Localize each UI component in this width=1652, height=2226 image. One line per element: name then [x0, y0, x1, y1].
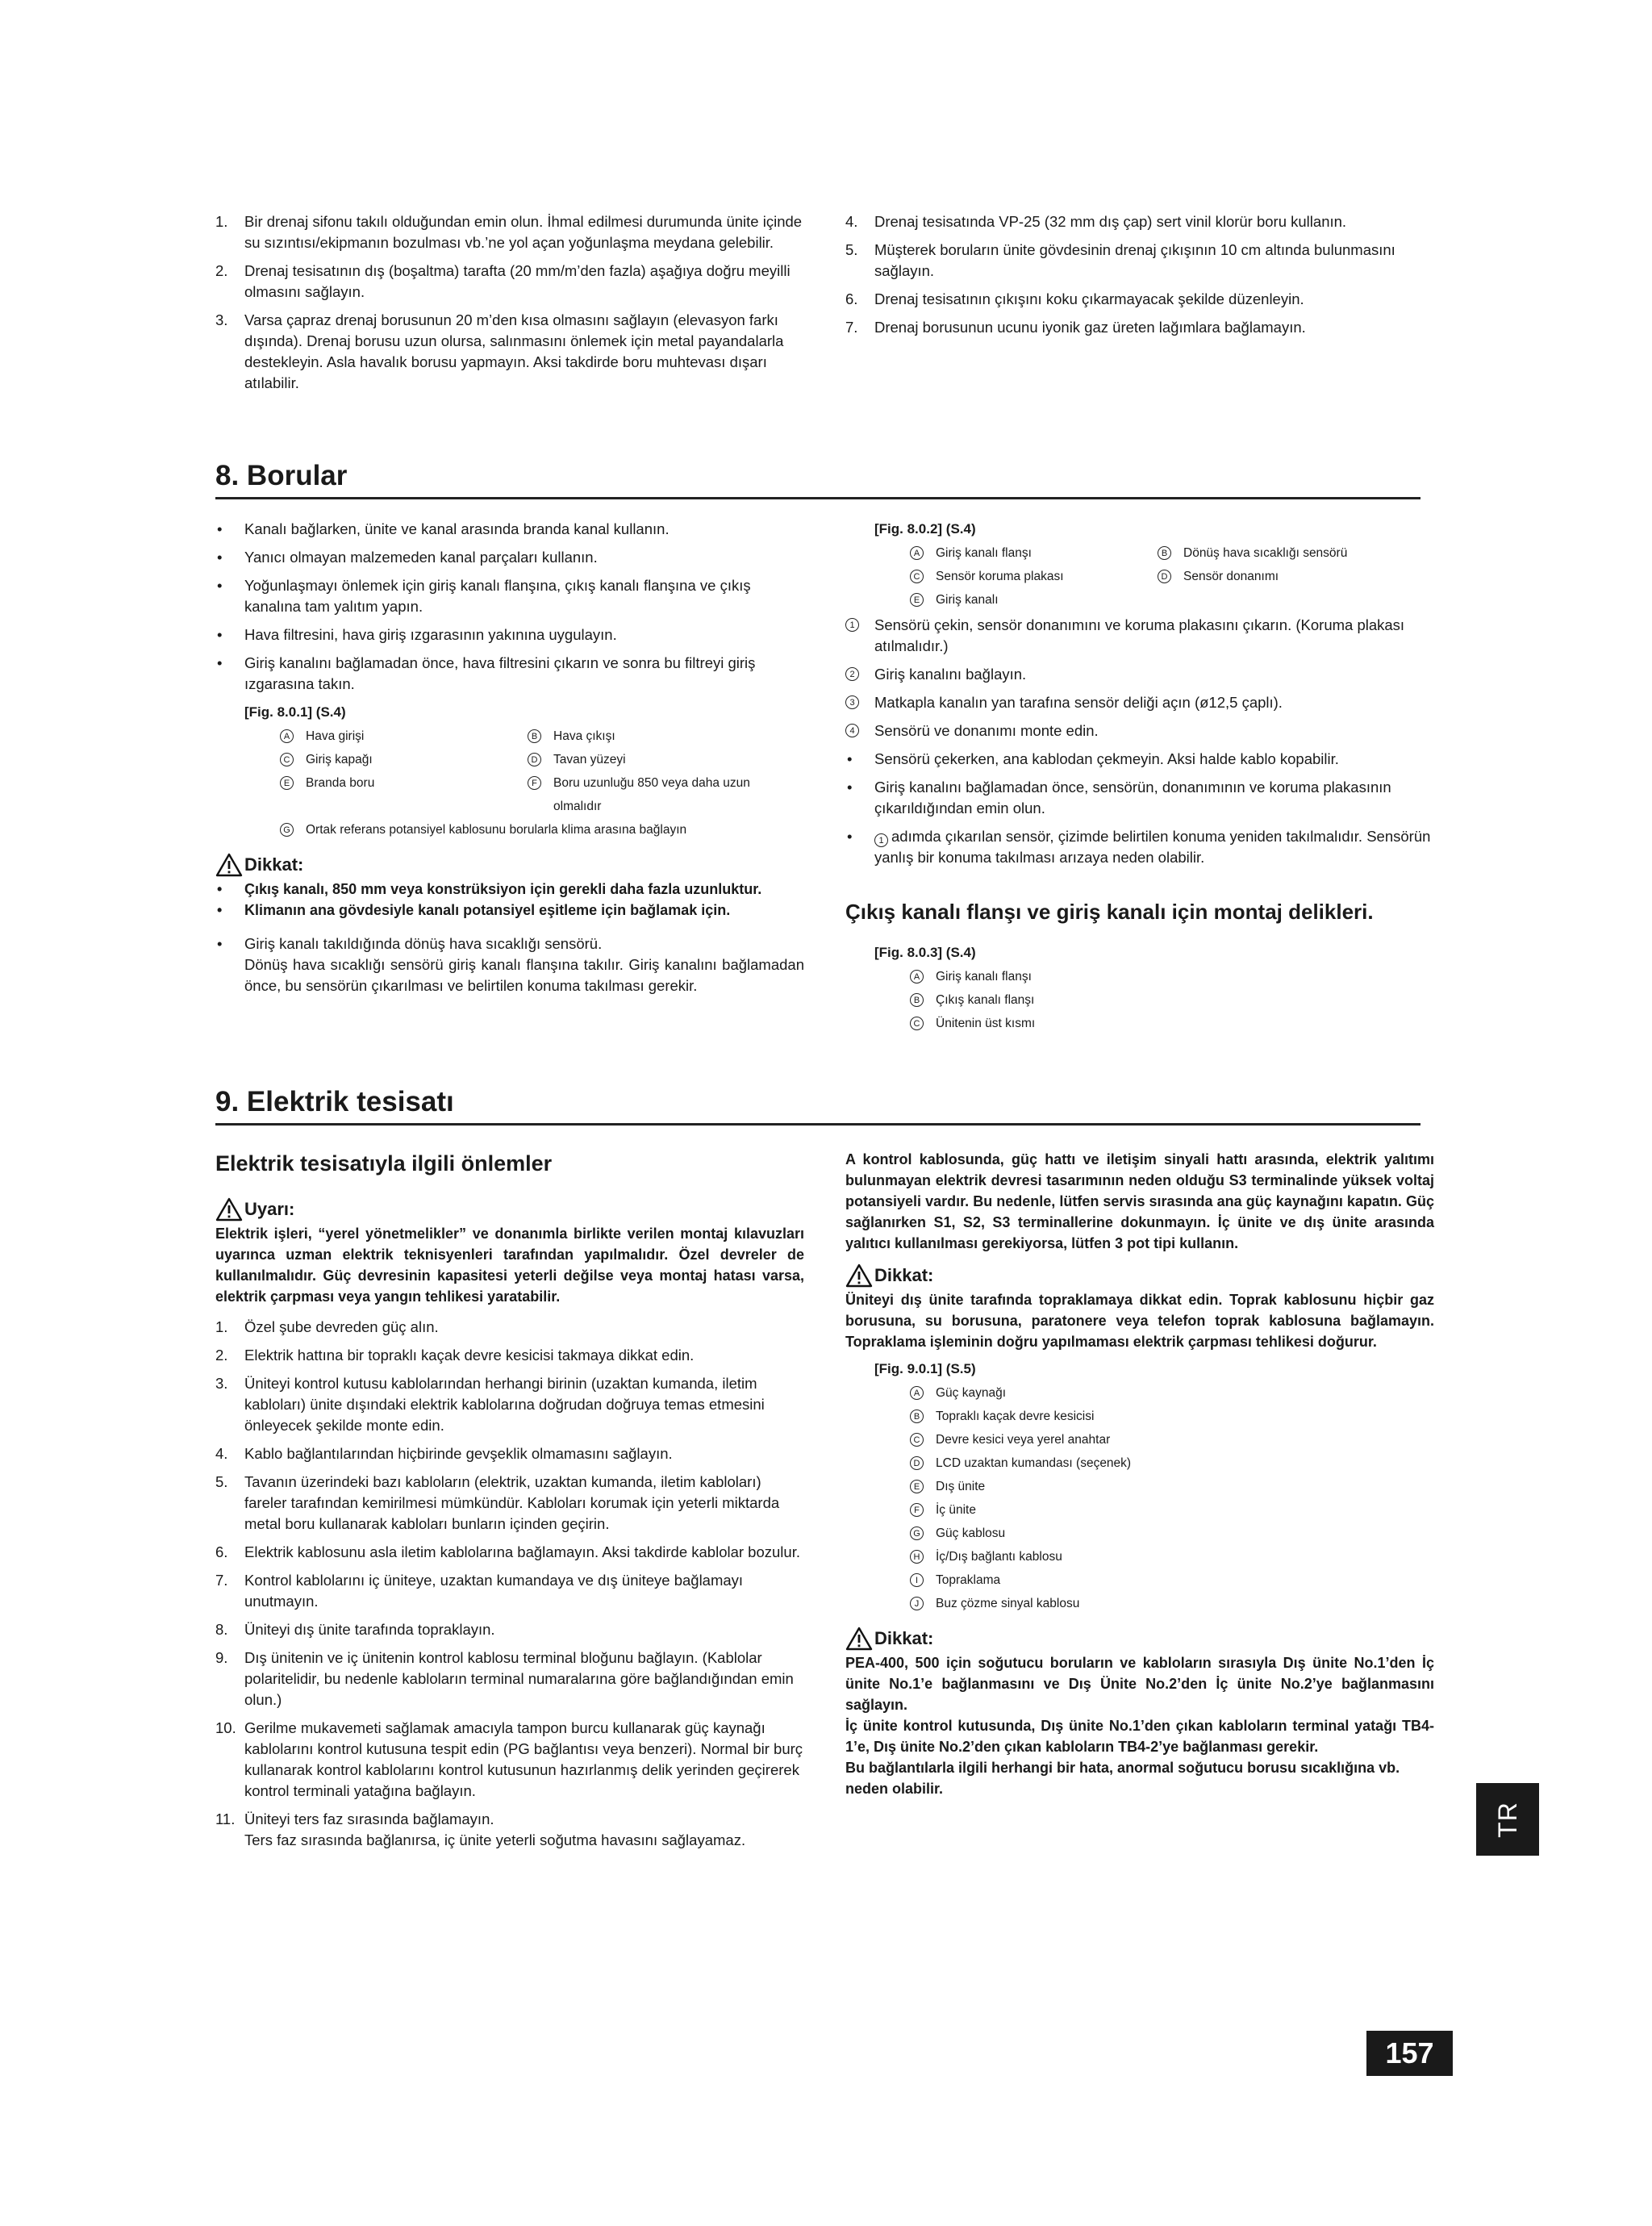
legend-marker: J	[910, 1597, 924, 1610]
item-number: 2.	[215, 1347, 228, 1364]
drain-item	[845, 289, 1434, 310]
drain-right-list	[845, 211, 1434, 345]
legend-row	[280, 818, 804, 842]
sensor-bullet: • Sensörü çekerken, ana kablodan çekmeyin. Aksi halde kablo kopabilir.	[845, 749, 1434, 770]
legend-item	[910, 965, 1032, 988]
legend-text: Boru uzunluğu 850 veya daha uzun olmalıdır	[553, 776, 750, 813]
item-number: 6.	[215, 1543, 228, 1560]
caution-heading	[215, 853, 804, 877]
legend-row	[910, 1522, 1434, 1545]
item-text: Gerilme mukavemeti sağlamak amacıyla tampon burcu kullanarak güç kaynağı kablolarını kontrol kutusuna tespit edin (PG bağlantısı veya benzeri). Normal bir burç kullanarak kontrol kablolarını kontrol kutusunun hazırlanmış delik yerinden geçirerek kontrol terminali yatağına bağlayın.	[244, 1719, 803, 1799]
legend-text: Hava girişi	[306, 729, 365, 743]
legend-marker: B	[910, 1410, 924, 1423]
legend-row	[910, 1451, 1434, 1475]
legend-text: Sensör koruma plakası	[936, 570, 1064, 583]
legend-row	[910, 541, 1434, 565]
item-number: 3.	[215, 1375, 228, 1392]
item-number: 1.	[215, 213, 228, 230]
legend-text: Güç kablosu	[936, 1526, 1006, 1540]
warning-title: Uyarı:	[244, 1199, 295, 1219]
legend-row	[910, 1545, 1434, 1568]
fig-8-0-2-legend	[910, 541, 1434, 612]
legend-item	[280, 725, 528, 748]
legend-text: Dış ünite	[936, 1480, 986, 1493]
legend-marker: E	[280, 776, 294, 790]
legend-item	[528, 725, 775, 748]
item-text: Müşterek boruların ünite gövdesinin drenaj çıkışının 10 cm altında bulunmasını sağlayın.	[874, 241, 1395, 279]
pea-caution-p3: Bu bağlantılarla ilgili herhangi bir hata, anormal soğutucu borusu sıcaklığına vb. neden olabilir.	[845, 1760, 1400, 1797]
legend-text: Ünitenin üst kısmı	[936, 1017, 1036, 1030]
warning-triangle-icon	[215, 1197, 243, 1222]
fig-8-0-1-label: [Fig. 8.0.1] (S.4)	[244, 704, 346, 720]
legend-marker: E	[910, 1480, 924, 1493]
legend-marker: D	[1158, 570, 1171, 583]
drain-item	[215, 261, 804, 303]
item-text: Kontrol kablolarını iç üniteye, uzaktan kumandaya ve dış üniteye bağlamayı unutmayın.	[244, 1572, 744, 1610]
step-text: Giriş kanalını bağlayın.	[874, 666, 1027, 683]
language-tab-label: TR	[1492, 1801, 1522, 1838]
drain-item	[215, 211, 804, 253]
legend-text: Hava çıkışı	[553, 729, 615, 743]
drain-item	[215, 310, 804, 394]
legend-marker: A	[910, 1386, 924, 1400]
drain-item	[845, 240, 1434, 282]
legend-item	[910, 1428, 1110, 1451]
item-number: 4.	[845, 213, 858, 230]
fig-9-0-1-legend	[910, 1381, 1434, 1615]
legend-item	[280, 748, 528, 771]
step-marker: 4	[845, 724, 859, 737]
return-sensor-text: Dönüş hava sıcaklığı sensörü giriş kanalı flanşına takılır. Giriş kanalını bağlamadan önce, bu sensörün çıkarılması ve belirtilen konuma takılması gerekir.	[244, 956, 804, 994]
legend-item	[528, 771, 775, 818]
legend-row	[910, 1568, 1434, 1592]
caution-title: Dikkat:	[874, 1265, 934, 1285]
item-text: Kablo bağlantılarından hiçbirinde gevşeklik olmamasını sağlayın.	[244, 1445, 673, 1462]
legend-item	[1158, 565, 1405, 588]
warning-text: Elektrik işleri, “yerel yönetmelikler” ve donanımla birlikte verilen montaj kılavuzları uyarınca uzman elektrik teknisyenleri tarafından yapılmalıdır. Özel devreler de kullanılmalıdır. Güç devresinin kapasitesi yeterli değilse veya montaj hatası varsa, elektrik çarpması veya yangın tehlikesi yaratabilir.	[215, 1226, 804, 1305]
item-text: Tavanın üzerindeki bazı kabloların (elektrik, uzaktan kumanda, iletim kabloları) fareler tarafından kemirilmesi mümkündür. Kabloları korumak için yeterli miktarda metal boru kullanarak kabloları bunların içinden geçirin.	[244, 1473, 780, 1532]
electrical-item	[215, 1809, 804, 1851]
duct-bullet: • Hava filtresini, hava giriş ızgarasının yakınına uygulayın.	[215, 624, 804, 645]
section-9-title: 9. Elektrik tesisatı	[215, 1084, 1420, 1126]
legend-text: LCD uzaktan kumandası (seçenek)	[936, 1456, 1132, 1470]
item-text: Drenaj tesisatında VP-25 (32 mm dış çap) sert vinil klorür boru kullanın.	[874, 213, 1347, 230]
sec8-left-column	[215, 519, 804, 996]
legend-marker: F	[528, 776, 541, 790]
legend-item	[910, 1405, 1094, 1428]
item-number: 8.	[215, 1621, 228, 1638]
legend-marker: C	[280, 753, 294, 766]
legend-marker: G	[280, 823, 294, 837]
caution-heading	[845, 1263, 1434, 1288]
legend-row	[280, 748, 804, 771]
pea-caution-p2: İç ünite kontrol kutusunda, Dış ünite No.1’den çıkan kabloların terminal yatağı TB4-1’e, Dış ünite No.2’den çıkan kabloların TB4-2’ye bağlanması gerekir.	[845, 1718, 1434, 1755]
warning-triangle-icon	[845, 1263, 873, 1288]
legend-row	[910, 1592, 1434, 1615]
legend-text: Buz çözme sinyal kablosu	[936, 1597, 1080, 1610]
warning-triangle-icon	[215, 853, 243, 877]
drain-left-list	[215, 211, 804, 401]
legend-text: Tavan yüzeyi	[553, 753, 626, 766]
caution-item: • Çıkış kanalı, 850 mm veya konstrüksiyon için gerekli daha fazla uzunluktur.	[215, 879, 804, 900]
legend-item	[280, 818, 686, 842]
duct-bullet: • Giriş kanalını bağlamadan önce, hava filtresini çıkarın ve sonra bu filtreyi giriş ızgarasına takın.	[215, 653, 804, 695]
step-marker: 1	[874, 833, 888, 847]
electrical-item	[215, 1345, 804, 1366]
caution-title: Dikkat:	[874, 1628, 934, 1648]
electrical-item	[215, 1619, 804, 1640]
step-marker: 2	[845, 667, 859, 681]
grounding-caution-text: Üniteyi dış ünite tarafında topraklamaya dikkat edin. Toprak kablosunu hiçbir gaz borusuna, su borusuna, paratonere veya telefon toprak kablosuna bağlamayın. Topraklama işleminin doğru yapılmaması elektrik çarpması tehlikesi doğurur.	[845, 1292, 1434, 1350]
legend-item	[528, 748, 775, 771]
electrical-item	[215, 1317, 804, 1338]
item-number: 6.	[845, 290, 858, 307]
legend-text: Branda boru	[306, 776, 375, 790]
item-text: Varsa çapraz drenaj borusunun 20 m’den kısa olmasını sağlayın (elevasyon farkı dışında). Drenaj borusu uzun olursa, salınmasını önlemek için metal payandalarla destekleyin. Asla havalık borusu yapmayın. Aksi takdirde boru muhtevası dışarı atılabilir.	[244, 311, 784, 391]
control-cable-note: A kontrol kablosunda, güç hattı ve iletişim sinyali hattı arasında, elektrik yalıtımı bulunmayan elektrik devresi tasarımının neden olduğu S3 terminalinde yüksek voltaj potansiyeli vardır. Bu nedenle, lütfen servis sırasında ana güç kaynağını kapatın. Güç sağlanırken S1, S2, S3 terminallerine dokunmayın. İç ünite ve dış ünite arasında yalıtıcı kullanılması gerekiyorsa, lütfen 3 pot tipi kullanın.	[845, 1151, 1434, 1251]
item-text: Elektrik hattına bir topraklı kaçak devre kesicisi takmaya dikkat edin.	[244, 1347, 695, 1364]
legend-marker: A	[280, 729, 294, 743]
caution-title: Dikkat:	[244, 854, 304, 875]
step-text: Matkapla kanalın yan tarafına sensör deliği açın (ø12,5 çaplı).	[874, 694, 1283, 711]
item-text: Üniteyi ters faz sırasında bağlamayın.	[244, 1810, 494, 1827]
legend-item	[910, 1451, 1131, 1475]
sec9-left-column	[215, 1149, 804, 1858]
legend-text: Çıkış kanalı flanşı	[936, 993, 1035, 1007]
legend-marker: D	[528, 753, 541, 766]
step-marker: 1	[845, 618, 859, 632]
caution-item: • Klimanın ana gövdesiyle kanalı potansiyel eşitleme için bağlamak için.	[215, 900, 804, 921]
legend-row	[910, 565, 1434, 588]
legend-marker: C	[910, 570, 924, 583]
item-text: Drenaj borusunun ucunu iyonik gaz üreten lağımlara bağlamayın.	[874, 319, 1306, 336]
legend-marker: C	[910, 1433, 924, 1447]
legend-item	[1158, 541, 1405, 565]
fig-8-0-3-legend	[910, 965, 1434, 1035]
caution-block-9b	[845, 1627, 1434, 1799]
legend-item	[910, 1568, 1000, 1592]
page-number: 157	[1366, 2031, 1453, 2076]
item-text: Drenaj tesisatının dış (boşaltma) tarafta (20 mm/m’den fazla) aşağıya doğru meyilli olmasını sağlayın.	[244, 262, 791, 300]
legend-text: Giriş kanalı flanşı	[936, 546, 1032, 560]
legend-marker: D	[910, 1456, 924, 1470]
legend-marker: G	[910, 1526, 924, 1540]
legend-row	[910, 1381, 1434, 1405]
legend-row	[910, 1428, 1434, 1451]
legend-text: Giriş kapağı	[306, 753, 373, 766]
item-text: Özel şube devreden güç alın.	[244, 1318, 439, 1335]
sec9-right-column	[845, 1149, 1434, 1799]
electrical-item	[215, 1472, 804, 1535]
legend-text: Giriş kanalı	[936, 593, 999, 607]
legend-text: İç ünite	[936, 1503, 976, 1517]
electrical-item	[215, 1570, 804, 1612]
legend-row	[910, 1498, 1434, 1522]
sensor-bullet: • Giriş kanalını bağlamadan önce, sensörün, donanımının ve koruma plakasının çıkarıldığından emin olun.	[845, 777, 1434, 819]
fig-8-0-2-label: [Fig. 8.0.2] (S.4)	[874, 521, 976, 537]
legend-marker: C	[910, 1017, 924, 1030]
electrical-item	[215, 1718, 804, 1802]
item-extra-text: Ters faz sırasında bağlanırsa, iç ünite yeterli soğutma havasını sağlayamaz.	[244, 1831, 746, 1848]
item-text: Üniteyi dış ünite tarafında topraklayın.	[244, 1621, 495, 1638]
duct-bullet: • Yoğunlaşmayı önlemek için giriş kanalı flanşına, çıkış kanalı flanşına ve çıkış kanalına tam yalıtım yapın.	[215, 575, 804, 617]
item-number: 7.	[845, 319, 858, 336]
reinstall-sensor-bullet	[845, 826, 1434, 868]
electrical-precautions-title: Elektrik tesisatıyla ilgili önlemler	[215, 1151, 553, 1176]
legend-item	[910, 588, 999, 612]
legend-row	[910, 1475, 1434, 1498]
sec8-right-column	[845, 519, 1434, 1035]
legend-item	[910, 1381, 1006, 1405]
step-text: Sensörü çekin, sensör donanımını ve koruma plakasını çıkarın. (Koruma plakası atılmalıdır.)	[874, 616, 1405, 654]
item-text: Dış ünitenin ve iç ünitenin kontrol kablosu terminal bloğunu bağlayın. (Kablolar polaritelidir, bu nedenle kabloların terminal numaralarına göre bağlandığından emin olun.)	[244, 1649, 794, 1708]
legend-marker: E	[910, 593, 924, 607]
legend-item	[910, 1498, 976, 1522]
legend-row	[910, 988, 1434, 1012]
legend-marker: H	[910, 1550, 924, 1564]
return-sensor-bullet: • Giriş kanalı takıldığında dönüş hava sıcaklığı sensörü.	[215, 933, 804, 954]
fig-9-0-1-label: [Fig. 9.0.1] (S.5)	[874, 1361, 976, 1376]
legend-text: Sensör donanımı	[1183, 570, 1279, 583]
item-number: 2.	[215, 262, 228, 279]
item-text: Drenaj tesisatının çıkışını koku çıkarmayacak şekilde düzenleyin.	[874, 290, 1304, 307]
reinstall-sensor-text: adımda çıkarılan sensör, çizimde belirtilen konuma yeniden takılmalıdır. Sensörün yanlış bir konuma takılması arızaya neden olabilir.	[874, 828, 1431, 866]
item-number: 11.	[215, 1810, 236, 1827]
electrical-item	[215, 1373, 804, 1436]
item-number: 4.	[215, 1445, 228, 1462]
electrical-item	[215, 1648, 804, 1710]
warning-triangle-icon	[845, 1627, 873, 1651]
section-8-title: 8. Borular	[215, 458, 1420, 499]
legend-text: Giriş kanalı flanşı	[936, 970, 1032, 984]
legend-item	[910, 1545, 1062, 1568]
item-number: 9.	[215, 1649, 228, 1666]
legend-text: Ortak referans potansiyel kablosunu borularla klima arasına bağlayın	[306, 823, 687, 837]
item-text: Bir drenaj sifonu takılı olduğundan emin olun. İhmal edilmesi durumunda ünite içinde su sızıntısı/ekipmanın bozulması vb.’ne yol açan yoğunlaşma meydana gelebilir.	[244, 213, 803, 251]
legend-row	[910, 588, 1434, 612]
caution-heading	[845, 1627, 1434, 1651]
legend-marker: A	[910, 970, 924, 984]
electrical-item	[215, 1542, 804, 1563]
legend-text: Güç kaynağı	[936, 1386, 1007, 1400]
item-number: 1.	[215, 1318, 228, 1335]
legend-marker: B	[1158, 546, 1171, 560]
legend-marker: I	[910, 1573, 924, 1587]
legend-item	[910, 1592, 1079, 1615]
duct-bullet: • Kanalı bağlarken, ünite ve kanal arasında branda kanal kullanın.	[215, 519, 804, 540]
mount-holes-title: Çıkış kanalı flanşı ve giriş kanalı için montaj delikleri.	[845, 900, 1374, 924]
drain-item	[845, 317, 1434, 338]
language-tab	[1476, 1783, 1539, 1856]
legend-item	[910, 565, 1158, 588]
legend-text: Dönüş hava sıcaklığı sensörü	[1183, 546, 1348, 560]
legend-marker: A	[910, 546, 924, 560]
legend-item	[910, 988, 1034, 1012]
sensor-step	[845, 692, 1434, 713]
step-marker: 3	[845, 695, 859, 709]
item-number: 3.	[215, 311, 228, 328]
warning-heading	[215, 1197, 804, 1222]
legend-text: İç/Dış bağlantı kablosu	[936, 1550, 1062, 1564]
legend-marker: F	[910, 1503, 924, 1517]
item-text: Üniteyi kontrol kutusu kablolarından herhangi birinin (uzaktan kumanda, iletim kabloları) ünite dışındaki elektrik kablolarına doğrudan doğruya temas etmesini önleyecek şekilde monte edin.	[244, 1375, 765, 1434]
legend-item	[910, 1475, 985, 1498]
legend-row	[910, 965, 1434, 988]
legend-marker: B	[528, 729, 541, 743]
item-number: 5.	[845, 241, 858, 258]
sensor-step	[845, 720, 1434, 741]
legend-row	[280, 771, 804, 818]
legend-row	[280, 725, 804, 748]
fig-8-0-3-label: [Fig. 8.0.3] (S.4)	[874, 945, 976, 960]
item-number: 5.	[215, 1473, 228, 1490]
item-number: 10.	[215, 1719, 236, 1736]
caution-block-8	[215, 853, 804, 921]
legend-text: Topraklama	[936, 1573, 1001, 1587]
legend-item	[910, 541, 1158, 565]
warning-block	[215, 1197, 804, 1307]
legend-text: Topraklı kaçak devre kesicisi	[936, 1410, 1095, 1423]
pea-caution-p1: PEA-400, 500 için soğutucu boruların ve kabloların sırasıyla Dış ünite No.1’den İç ünite No.1’e bağlanmasını ve Dış Ünite No.2’den İç ünite No.2’ye bağlanmasını sağlayın.	[845, 1655, 1434, 1713]
step-text: Sensörü ve donanımı monte edin.	[874, 722, 1099, 739]
item-number: 7.	[215, 1572, 228, 1589]
drain-item	[845, 211, 1434, 232]
duct-bullet: • Yanıcı olmayan malzemeden kanal parçaları kullanın.	[215, 547, 804, 568]
legend-marker: B	[910, 993, 924, 1007]
legend-item	[910, 1012, 1035, 1035]
fig-8-0-1-legend	[280, 725, 804, 842]
legend-item	[910, 1522, 1005, 1545]
legend-row	[910, 1405, 1434, 1428]
sensor-step	[845, 664, 1434, 685]
item-text: Elektrik kablosunu asla iletim kablolarına bağlamayın. Aksi takdirde kablolar bozulur.	[244, 1543, 800, 1560]
legend-text: Devre kesici veya yerel anahtar	[936, 1433, 1111, 1447]
legend-item	[280, 771, 528, 818]
caution-block-9a	[845, 1263, 1434, 1352]
electrical-item	[215, 1443, 804, 1464]
sensor-step	[845, 615, 1434, 657]
legend-row	[910, 1012, 1434, 1035]
